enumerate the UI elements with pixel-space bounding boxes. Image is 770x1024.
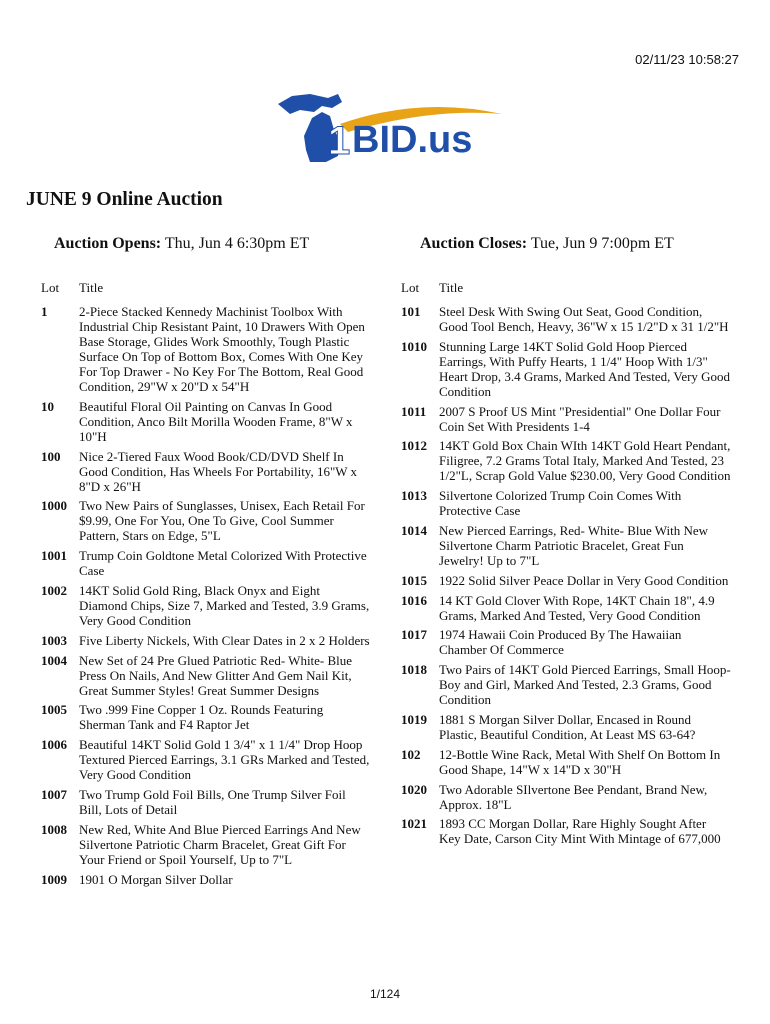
- lot-title: 1974 Hawaii Coin Produced By The Hawaiian Chamber Of Commerce: [439, 627, 682, 658]
- lot-title: Two Adorable SIlvertone Bee Pendant, Brand New, Approx. 18"L: [439, 781, 708, 812]
- lot-title: New Set of 24 Pre Glued Patriotic Red- White- Blue Press On Nails, And New Glitter And Gem Nail Kit, Great Summer Styles! Great Summer Designs: [79, 652, 353, 698]
- lot-number: 1014: [401, 522, 427, 538]
- lot-row: [401, 662, 731, 707]
- lot-row: [401, 339, 731, 399]
- lot-row: [41, 399, 371, 444]
- svg-text:1: 1: [328, 119, 351, 163]
- lot-number: 1001: [41, 548, 67, 564]
- lot-row: [41, 702, 371, 732]
- lot-title: 1881 S Morgan Silver Dollar, Encased in Round Plastic, Beautiful Condition, At Least MS 63-64?: [439, 711, 696, 742]
- lot-row: [41, 737, 371, 782]
- lot-row: [401, 627, 731, 657]
- lot-number: 101: [401, 304, 421, 319]
- lot-row: [401, 712, 731, 742]
- lot-title: 14 KT Gold Clover With Rope, 14KT Chain 18", 4.9 Grams, Marked And Tested, Very Good Condition: [439, 592, 715, 623]
- page-title: JUNE 9 Online Auction: [26, 189, 223, 210]
- lot-column-right: [401, 280, 731, 851]
- lot-title: 1901 O Morgan Silver Dollar: [79, 871, 233, 887]
- lot-title: 14KT Solid Gold Ring, Black Onyx and Eight Diamond Chips, Size 7, Marked and Tested, 3.9 Grams, Very Good Condition: [79, 582, 370, 628]
- lot-title: Beautiful Floral Oil Painting on Canvas In Good Condition, Anco Bilt Morilla Wooden Frame, 8"W x 10"H: [79, 398, 353, 444]
- lot-title: Two New Pairs of Sunglasses, Unisex, Each Retail For $9.99, One For You, One To Give, Cool Summer Pattern, Stars on Edge, 5"L: [79, 498, 365, 544]
- auction-closes-label: Auction Closes:: [420, 235, 528, 252]
- auction-closes-value: Tue, Jun 9 7:00pm ET: [530, 235, 674, 252]
- lot-number: 1012: [401, 438, 427, 454]
- lot-number: 1003: [41, 632, 67, 648]
- auction-opens: [54, 235, 309, 253]
- lot-row: [41, 653, 371, 698]
- lot-number: 1020: [401, 781, 427, 797]
- lot-title: 1893 CC Morgan Dollar, Rare Highly Sought After Key Date, Carson City Mint With Mintage of 677,000: [439, 816, 721, 847]
- auction-closes: [420, 235, 674, 253]
- title-header: Title: [79, 280, 104, 295]
- site-logo: [270, 86, 510, 166]
- lot-row: [41, 633, 371, 648]
- lot-number: 102: [401, 746, 421, 762]
- page-number: 1/124: [369, 987, 401, 1001]
- auction-opens-label: Auction Opens:: [54, 235, 162, 252]
- lot-title: 12-Bottle Wine Rack, Metal With Shelf On Bottom In Good Shape, 14"W x 14"D x 30"H: [439, 746, 721, 777]
- lot-title: Five Liberty Nickels, With Clear Dates in 2 x 2 Holders: [79, 632, 370, 648]
- lot-number: 1004: [41, 652, 67, 668]
- lot-number: 1021: [401, 816, 427, 832]
- column-header: [41, 280, 371, 296]
- print-timestamp: 02/11/23 10:58:27: [635, 52, 739, 67]
- lot-number: 1006: [41, 737, 67, 753]
- lot-row: [41, 583, 371, 628]
- lot-title: Beautiful 14KT Solid Gold 1 3/4" x 1 1/4" Drop Hoop Textured Pierced Earrings, 3.1 GRs Marked and Tested, Very Good Condition: [79, 737, 370, 783]
- lot-number: 10: [41, 398, 54, 414]
- lot-title: Two .999 Fine Copper 1 Oz. Rounds Featuring Sherman Tank and F4 Raptor Jet: [79, 702, 324, 733]
- lot-row: [41, 498, 371, 543]
- lot-number: 1013: [401, 488, 427, 504]
- lot-row: [401, 523, 731, 568]
- lot-header: Lot: [401, 280, 420, 295]
- lot-number: 1016: [401, 592, 427, 608]
- lot-title: New Pierced Earrings, Red- White- Blue With New Silvertone Charm Patriotic Bracelet, Great Fun Jewelry! Up to 7"L: [439, 522, 709, 568]
- lot-title: Two Pairs of 14KT Gold Pierced Earrings, Small Hoop- Boy and Girl, Marked And Tested, 2.3 Grams, Good Condition: [439, 662, 731, 708]
- lot-row: [401, 304, 731, 334]
- lot-number: 1002: [41, 582, 67, 598]
- lot-number: 1008: [41, 821, 67, 837]
- lot-row: [401, 593, 731, 623]
- lot-title: 2-Piece Stacked Kennedy Machinist Toolbox With Industrial Chip Resistant Paint, 10 Drawers With Open Base Storage, Glides Work Smoothly, Tough Plastic Surface On Top of Bottom Box, Comes With One Key For Top Drawer - No Key For The Bottom, Real Good Condition, 29"W x 20"D x 54"H: [79, 304, 365, 394]
- lot-title: 14KT Gold Box Chain WIth 14KT Gold Heart Pendant, Filigree, 7.2 Grams Total Italy, Marked And Tested, 23 1/2"L, Scrap Gold Value $230.00, Very Good Condition: [439, 438, 731, 484]
- lot-row: [41, 872, 371, 887]
- lot-number: 1019: [401, 711, 427, 727]
- lot-title: Steel Desk With Swing Out Seat, Good Condition, Good Tool Bench, Heavy, 36"W x 15 1/2"D x 31 1/2"H: [439, 304, 729, 334]
- lot-row: [401, 488, 731, 518]
- lot-number: 1017: [401, 627, 427, 643]
- lot-number: 1010: [401, 338, 427, 354]
- lot-row: [401, 816, 731, 846]
- lot-row: [401, 573, 731, 588]
- lot-row: [41, 787, 371, 817]
- auction-opens-value: Thu, Jun 4 6:30pm ET: [164, 235, 310, 252]
- lot-row: [41, 548, 371, 578]
- lot-header: Lot: [41, 280, 60, 295]
- lot-row: [41, 304, 371, 394]
- lot-number: 1005: [41, 702, 67, 718]
- title-header: Title: [439, 280, 464, 295]
- lot-row: [41, 449, 371, 494]
- lot-row: [41, 822, 371, 867]
- michigan-map-logo-icon: [270, 86, 510, 166]
- lot-column-left: [41, 280, 371, 891]
- lot-row: [401, 438, 731, 483]
- lot-title: Silvertone Colorized Trump Coin Comes With Protective Case: [439, 488, 682, 519]
- lot-number: 1018: [401, 662, 427, 678]
- lot-number: 1007: [41, 786, 67, 802]
- column-header: [401, 280, 731, 296]
- lot-number: 1009: [41, 871, 67, 887]
- lot-number: 1011: [401, 403, 427, 419]
- lot-number: 1: [41, 304, 48, 319]
- lot-title: Nice 2-Tiered Faux Wood Book/CD/DVD Shelf In Good Condition, Has Wheels For Portability, 16"W x 8"D x 26"H: [79, 448, 358, 494]
- lot-title: 2007 S Proof US Mint "Presidential" One Dollar Four Coin Set With Presidents 1-4: [439, 403, 721, 434]
- lot-row: [401, 404, 731, 434]
- lot-number: 1000: [41, 498, 67, 514]
- lot-title: Stunning Large 14KT Solid Gold Hoop Pierced Earrings, With Puffy Hearts, 1 1/4" Hoop With 1/3" Heart Drop, 3.4 Grams, Marked And Tested, Very Good Condition: [439, 338, 731, 399]
- lot-title: Trump Coin Goldtone Metal Colorized With Protective Case: [79, 548, 367, 579]
- logo-wordmark: BID.us: [352, 119, 473, 161]
- lot-row: [401, 782, 731, 812]
- lot-number: 100: [41, 448, 61, 464]
- lot-title: New Red, White And Blue Pierced Earrings And New Silvertone Patriotic Charm Bracelet, Great Gift For Your Friend or Spoil Yourself, Up to 7"L: [79, 821, 361, 867]
- lot-row: [401, 747, 731, 777]
- lot-title: Two Trump Gold Foil Bills, One Trump Silver Foil Bill, Lots of Detail: [79, 786, 346, 817]
- lot-number: 1015: [401, 572, 427, 588]
- lot-title: 1922 Solid Silver Peace Dollar in Very Good Condition: [439, 572, 729, 588]
